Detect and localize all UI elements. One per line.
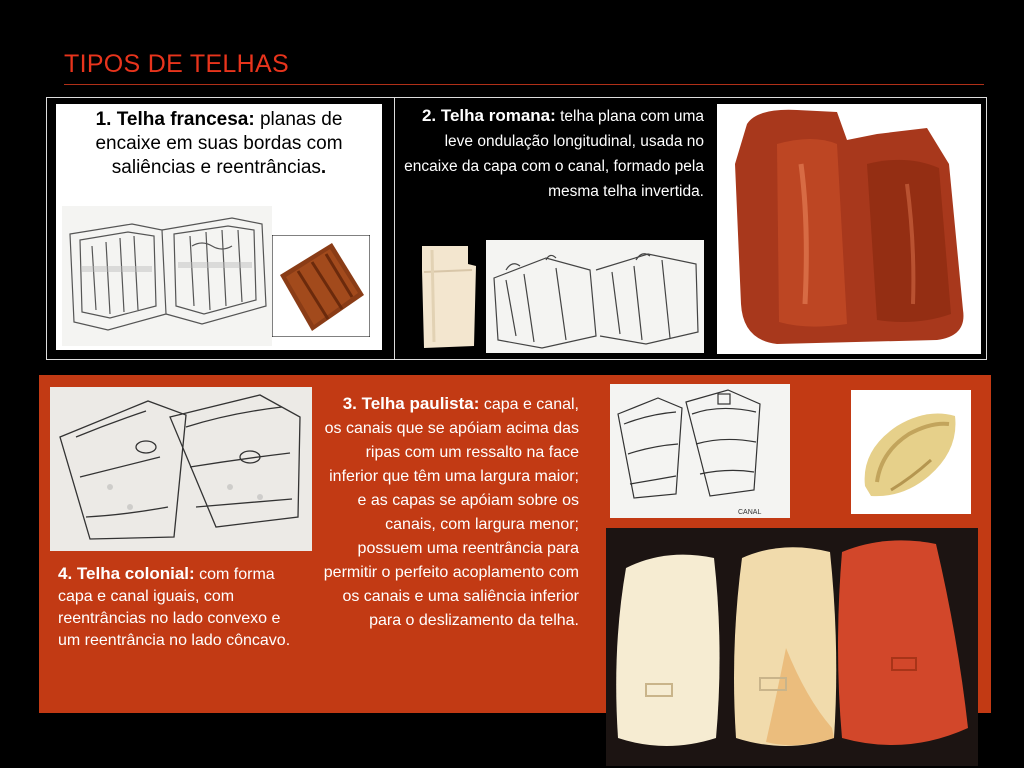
telha-paulista-description (322, 392, 579, 633)
telha-romana-terracotta-photo (717, 104, 981, 354)
telha-colonial-drawing (50, 387, 312, 551)
telha-francesa-period: . (320, 157, 327, 178)
telha-paulista-three-tiles-photo (606, 528, 978, 766)
telha-francesa-description (62, 108, 376, 180)
telha-colonial-heading: 4. Telha colonial: (58, 564, 195, 583)
top-panel-divider (394, 97, 395, 360)
telha-colonial-description (58, 563, 296, 652)
telha-paulista-drawing (610, 384, 790, 518)
telha-colonial-text: com forma capa e canal iguais, com reentrâncias no lado convexo e um reentrância no lado côncavo. (58, 566, 291, 649)
telha-francesa-drawing (62, 206, 272, 346)
title-divider (64, 84, 984, 85)
telha-romana-text: telha plana com uma leve ondulação longitudinal, usada no encaixe da capa com o canal, formado pela mesma telha invertida. (404, 108, 704, 200)
telha-paulista-tile-photo (851, 390, 971, 514)
telha-romana-cream-photo (410, 242, 480, 352)
telha-romana-drawing (486, 240, 704, 353)
telha-paulista-text: capa e canal, os canais que se apóiam acima das ripas com um ressalto na face inferior que têm uma largura maior; e as capas se apóiam sobre os canais, com largura menor; possuem uma reentrância para permitir o perfeito acoplamento com os canais e uma saliência inferior para o deslizamento da telha. (323, 396, 579, 629)
telha-francesa-text: planas de encaixe em suas bordas com saliências e reentrâncias (95, 109, 343, 178)
telha-romana-description (404, 103, 704, 204)
telha-francesa-heading: 1. Telha francesa: (95, 109, 255, 130)
page-title: TIPOS DE TELHAS (64, 50, 289, 78)
telha-romana-heading: 2. Telha romana: (421, 106, 556, 125)
canal-label: CANAL (738, 509, 762, 516)
telha-paulista-heading: 3. Telha paulista: (342, 394, 480, 413)
telha-francesa-photo (272, 235, 370, 337)
